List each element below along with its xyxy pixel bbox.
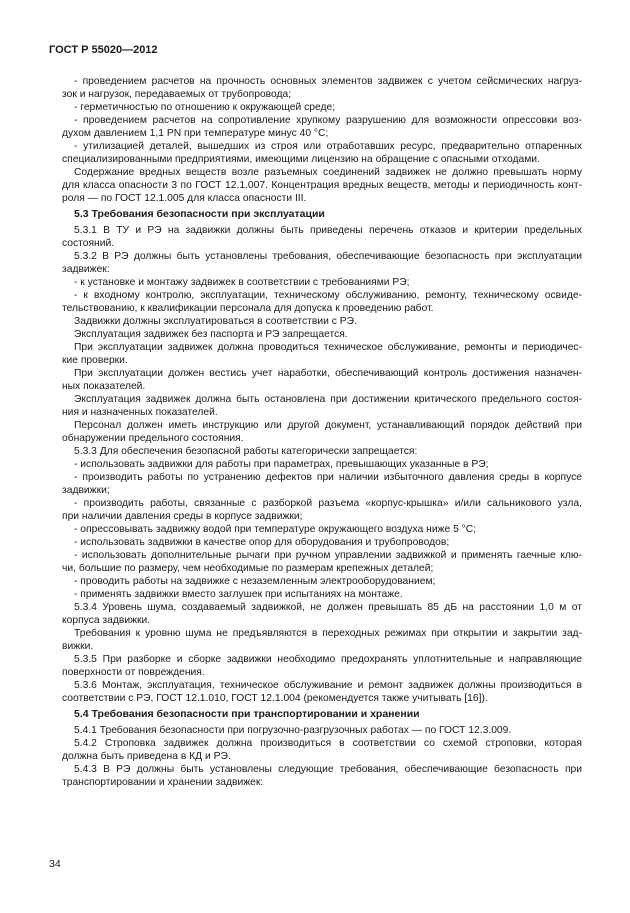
document-body: [62, 75, 582, 789]
text-line: Эксплуатация задвижек должна быть остановлена при достижении критического предельного состоя-: [74, 394, 582, 405]
text-line: специализированными предприятиями, имеющими лицензию на обращение с опасными отходами.: [62, 154, 540, 165]
text-line: ных показателей.: [62, 381, 146, 392]
text-line: чи, большие по размеру, чем необходимые по размерам крепежных деталей;: [62, 563, 434, 574]
text-line: зок и нагрузок, передаваемых от трубопровода;: [62, 89, 292, 100]
text-line: - использовать дополнительные рычаги при ручном управлении задвижкой и применять гаечные клю-: [74, 550, 582, 561]
text-line: состояний.: [62, 238, 115, 249]
text-line: ния и назначенных показателей.: [62, 407, 218, 418]
text-line: духом давлением 1,1 PN при температуре минус 40 °С;: [62, 128, 329, 139]
text-line: 5.3.6 Монтаж, эксплуатация, техническое обслуживание и ремонт задвижек должны производиться в: [74, 680, 582, 691]
text-line: кие проверки.: [62, 355, 128, 366]
document-header: ГОСТ Р 55020—2012: [49, 44, 158, 56]
text-line: корпуса задвижки.: [62, 615, 151, 626]
text-line: для класса опасности 3 по ГОСТ 12.1.007. Концентрация вредных веществ, методы и периодичность конт-: [62, 180, 582, 191]
text-line: - производить работы по устранению дефектов при наличии избыточного давления среды в корпусе: [74, 472, 582, 483]
text-line: поверхности от повреждения.: [62, 667, 205, 678]
text-line: - проведением расчетов на прочность основных элементов задвижек с учетом сейсмических нагруз-: [74, 76, 582, 87]
section-heading: 5.4 Требования безопасности при транспортировании и хранении: [74, 708, 420, 720]
text-line: тельствованию, к квалификации персонала для допуска к проведению работ.: [62, 303, 434, 314]
section-heading: 5.3 Требования безопасности при эксплуатации: [74, 208, 325, 220]
text-line: 5.3.2 В РЭ должны быть установлены требования, обеспечивающие безопасность при эксплуатации: [74, 251, 582, 262]
text-line: транспортировании и хранении задвижек:: [62, 777, 264, 788]
text-line: роля — по ГОСТ 12.1.005 для класса опасности III.: [62, 193, 307, 204]
text-line: Содержание вредных веществ возле разъемных соединений задвижек не должно превышать норму: [74, 167, 582, 178]
text-line: 5.3.5 При разборке и сборке задвижки необходимо предохранять уплотнительные и направляющие: [74, 654, 582, 665]
text-line: - производить работы, связанные с разборкой разъема «корпус-крышка» и/или сальникового узла,: [74, 498, 582, 509]
text-line: - опрессовывать задвижку водой при температуре окружающего воздуха ниже 5 °С;: [74, 524, 477, 535]
text-line: вижки.: [62, 641, 94, 652]
text-line: При эксплуатации должен вестись учет наработки, обеспечивающий контроль достижения назначен-: [74, 368, 582, 379]
text-line: Задвижки должны эксплуатироваться в соответствии с РЭ.: [74, 316, 357, 327]
text-line: 5.4.2 Строповка задвижек должна производиться в соответствии со схемой строповки, которая: [74, 738, 582, 749]
text-line: - проведением расчетов на сопротивление хрупкому разрушению для возможности опрессовки воз-: [74, 115, 582, 126]
text-line: При эксплуатации задвижек должна проводиться техническое обслуживание, ремонты и периодичес-: [74, 342, 582, 353]
text-line: 5.3.4 Уровень шума, создаваемый задвижкой, не должен превышать 85 дБ на расстоянии 1,0 м от: [74, 602, 582, 613]
text-line: Требования к уровню шума не предъявляются в переходных режимах при открытии и закрытии зад-: [74, 628, 582, 639]
text-line: - к входному контролю, эксплуатации, техническому обслуживанию, ремонту, техническому освиде-: [74, 290, 582, 301]
text-line: - использовать задвижки в качестве опор для оборудования и трубопроводов;: [74, 537, 450, 548]
text-line: - к установке и монтажу задвижек в соответствии с требованиями РЭ;: [74, 277, 410, 288]
text-line: - использовать задвижки для работы при параметрах, превышающих указанные в РЭ;: [74, 459, 489, 470]
text-line: 5.4.1 Требования безопасности при погрузочно-разгрузочных работах — по ГОСТ 12.3.009.: [74, 725, 512, 736]
text-line: Эксплуатация задвижек без паспорта и РЭ запрещается.: [74, 329, 348, 340]
text-line: соответствии с РЭ, ГОСТ 12.1.010, ГОСТ 12.1.004 (рекомендуется также учитывать [16]).: [62, 693, 488, 704]
text-line: - проводить работы на задвижке с незаземленным электрооборудованием;: [74, 576, 436, 587]
text-line: 5.3.1 В ТУ и РЭ на задвижки должны быть приведены перечень отказов и критерии предельных: [74, 225, 582, 236]
text-line: должна быть приведена в КД и РЭ.: [62, 751, 231, 762]
text-line: 5.3.3 Для обеспечения безопасной работы категорически запрещается:: [74, 446, 418, 457]
text-line: 5.4.3 В РЭ должны быть установлены следующие требования, обеспечивающие безопасность при: [74, 764, 582, 775]
text-line: - применять задвижки вместо заглушек при испытаниях на монтаже.: [74, 589, 403, 600]
text-line: задвижек:: [62, 264, 110, 275]
text-line: при наличии давления среды в корпусе задвижки;: [62, 511, 303, 522]
text-line: задвижки;: [62, 485, 110, 496]
text-line: обнаружении предельного состояния.: [62, 433, 244, 444]
text-line: - герметичностью по отношению к окружающей среде;: [74, 102, 336, 113]
text-line: Персонал должен иметь инструкцию или другой документ, устанавливающий порядок действий при: [74, 420, 582, 431]
text-line: - утилизацией деталей, вышедших из строя или отработавших ресурс, предварительно отпаренных: [74, 141, 582, 152]
page-number: 34: [49, 858, 61, 870]
